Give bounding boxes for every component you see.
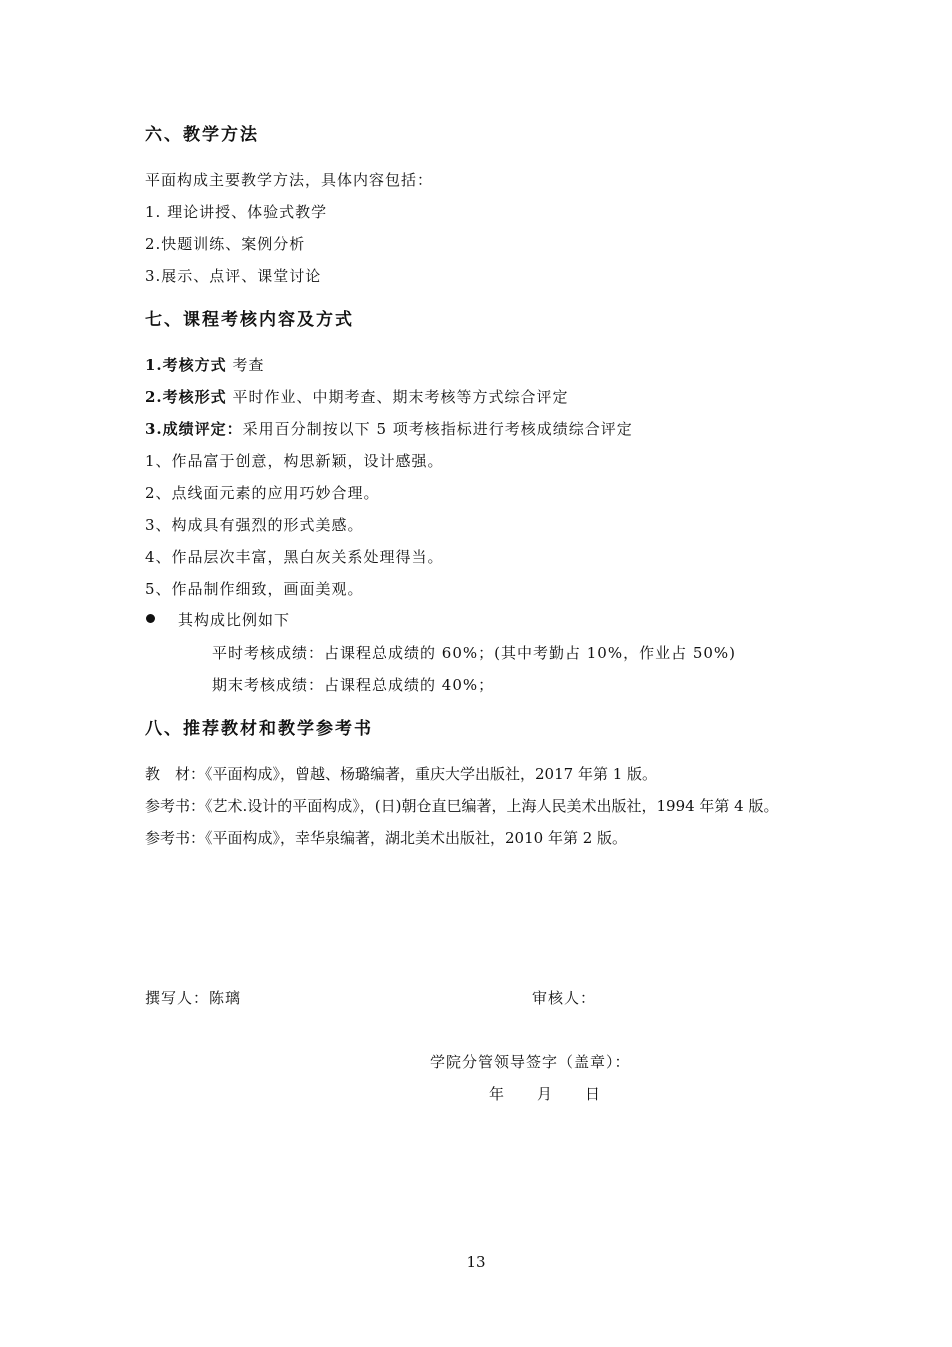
assessment-form-value: 平时作业、中期考查、期末考核等方式综合评定 xyxy=(232,388,569,406)
book-2: 参考书：《艺术.设计的平面构成》，(日)朝仓直巳编著，上海人民美术出版社，1994 年第 4 版。 xyxy=(145,797,779,815)
assessment-form xyxy=(145,387,568,407)
section-8-heading: 八、推荐教材和教学参考书 xyxy=(145,719,373,739)
ratio-intro: 其构成比例如下 xyxy=(178,611,291,629)
grading-value: 采用百分制按以下 5 项考核指标进行考核成绩综合评定 xyxy=(242,420,633,438)
page-number: 13 xyxy=(466,1253,486,1271)
grading xyxy=(145,419,633,439)
bullet-dot-icon xyxy=(146,614,155,623)
reviewer-signature: 审核人： xyxy=(532,989,597,1007)
criterion-3: 3、构成具有强烈的形式美感。 xyxy=(145,516,364,534)
assessment-method xyxy=(145,355,264,375)
criterion-1: 1、作品富于创意，构思新颖，设计感强。 xyxy=(145,452,444,470)
book-1: 教 材：《平面构成》，曾越、杨璐编著，重庆大学出版社，2017 年第 1 版。 xyxy=(145,765,658,783)
ratio-final: 期末考核成绩：占课程总成绩的 40%； xyxy=(212,676,495,694)
section-6-item-2: 2.快题训练、案例分析 xyxy=(145,235,306,253)
book-3: 参考书：《平面构成》，幸华泉编著，湖北美术出版社，2010 年第 2 版。 xyxy=(145,829,628,847)
criterion-4: 4、作品层次丰富，黑白灰关系处理得当。 xyxy=(145,548,444,566)
section-6-item-3: 3.展示、点评、课堂讨论 xyxy=(145,267,322,285)
criterion-2: 2、点线面元素的应用巧妙合理。 xyxy=(145,484,380,502)
college-signature: 学院分管领导签字（盖章）： xyxy=(430,1053,631,1071)
assessment-form-label: 2.考核形式 xyxy=(145,388,227,406)
assessment-method-value: 考查 xyxy=(232,356,265,374)
signature-date: 年 月 日 xyxy=(489,1085,602,1103)
section-6-item-1: 1. 理论讲授、体验式教学 xyxy=(145,203,328,221)
section-7-heading: 七、课程考核内容及方式 xyxy=(145,310,354,330)
assessment-method-label: 1.考核方式 xyxy=(145,356,227,374)
ratio-regular: 平时考核成绩：占课程总成绩的 60%；(其中考勤占 10%，作业占 50%) xyxy=(212,644,737,662)
criterion-5: 5、作品制作细致，画面美观。 xyxy=(145,580,364,598)
section-6-intro: 平面构成主要教学方法，具体内容包括： xyxy=(145,171,434,189)
author-signature: 撰写人：陈璃 xyxy=(145,989,242,1007)
section-6-heading: 六、教学方法 xyxy=(145,125,259,145)
grading-label: 3.成绩评定： xyxy=(145,420,243,438)
